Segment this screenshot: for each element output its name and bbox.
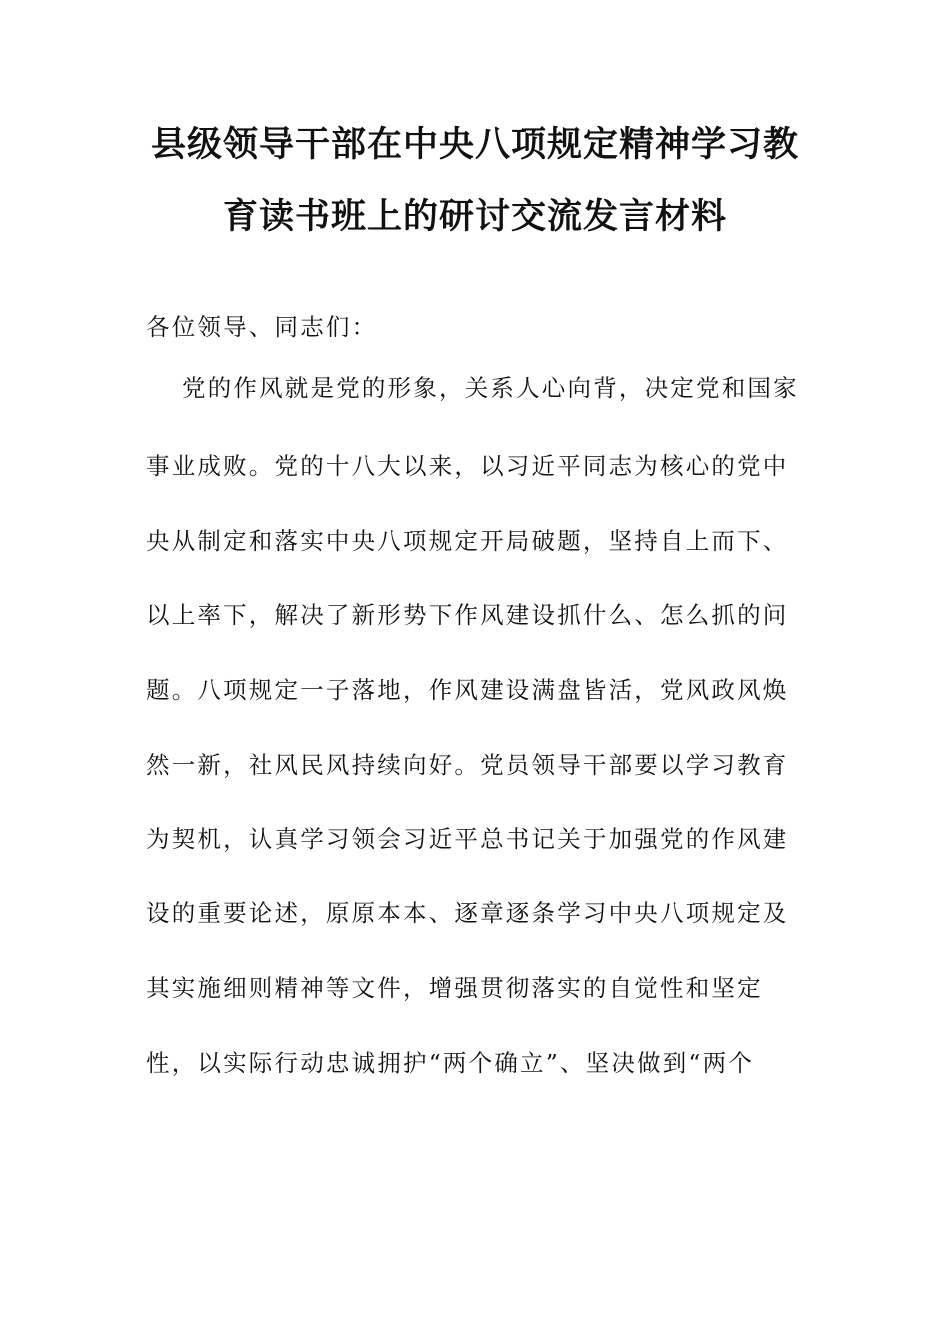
salutation: 各位领导、同志们：: [146, 313, 378, 341]
document-title-line-2: 育读书班上的研讨交流发言材料: [222, 197, 727, 237]
paragraph-line-5: 题。八项规定一子落地，作风建设满盘皆活，党风政风焕: [146, 676, 789, 704]
paragraph-line-3: 央从制定和落实中央八项规定开局破题，坚持自上而下、: [146, 527, 789, 555]
document-title-line-1: 县级领导干部在中央八项规定精神学习教: [150, 125, 799, 165]
paragraph-line-2: 事业成败。党的十八大以来，以习近平同志为核心的党中: [146, 452, 789, 480]
paragraph-line-10: 性，以实际行动忠诚拥护“两个确立”、坚决做到“两个: [146, 1049, 755, 1077]
paragraph-line-9: 其实施细则精神等文件，增强贯彻落实的自觉性和坚定: [146, 974, 763, 1002]
paragraph-line-1: 党的作风就是党的形象，关系人心向背，决定党和国家: [182, 374, 799, 402]
paragraph-line-8: 设的重要论述，原原本本、逐章逐条学习中央八项规定及: [146, 899, 789, 927]
paragraph-line-6: 然一新，社风民风持续向好。党员领导干部要以学习教育: [146, 751, 789, 779]
paragraph-line-7: 为契机，认真学习领会习近平总书记关于加强党的作风建: [146, 825, 789, 853]
paragraph-line-4: 以上率下，解决了新形势下作风建设抓什么、怎么抓的问: [146, 601, 789, 629]
